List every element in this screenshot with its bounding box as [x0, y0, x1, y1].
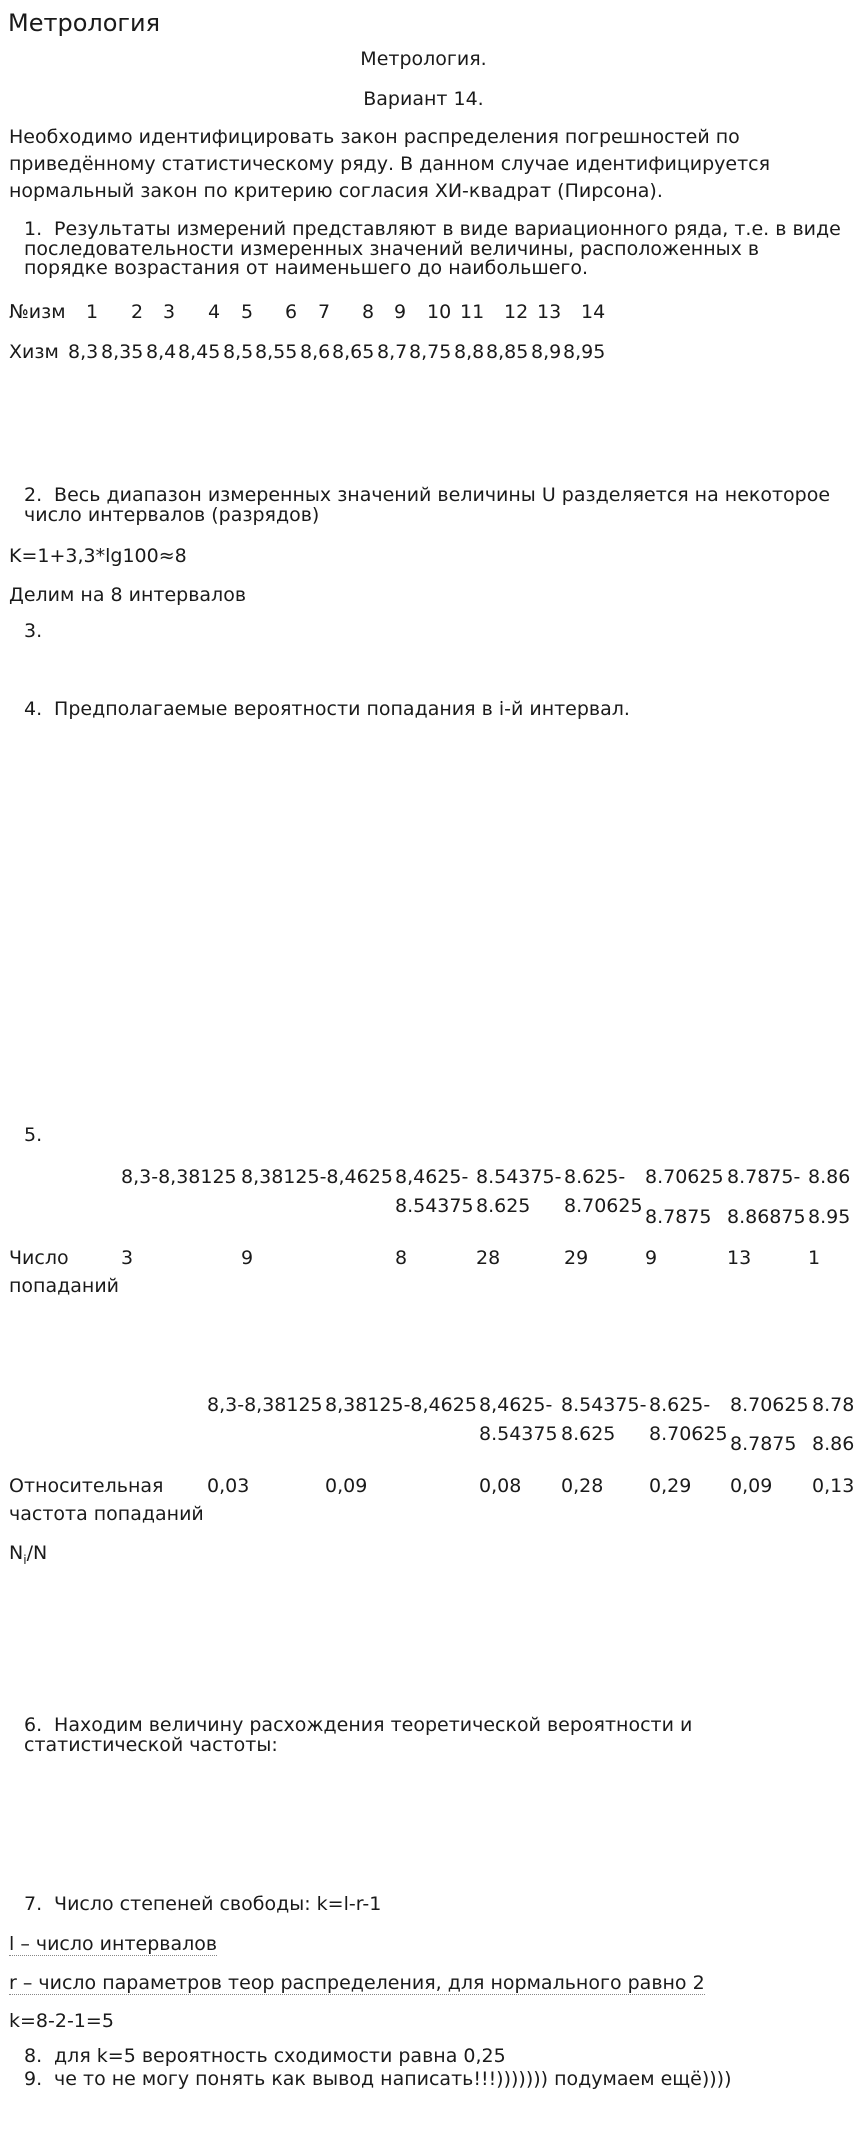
measurement-number-cell: 9: [394, 301, 407, 323]
center-variant: Вариант 14.: [363, 88, 484, 110]
frequency-row-label: частота попаданий: [9, 1503, 204, 1525]
measurement-number-cell: 5: [241, 301, 254, 323]
list-item-3-number: 3.: [24, 620, 43, 642]
doc-title: Метрология: [8, 9, 161, 37]
interval-header: 8,4625-: [479, 1394, 553, 1416]
interval-header: 8.95: [808, 1206, 851, 1228]
measurement-value-cell: 8,9: [531, 341, 562, 363]
measurement-number-cell: 10: [427, 301, 452, 323]
interval-header: 8,3-8,38125: [207, 1394, 323, 1416]
list-item-2-number: 2.: [24, 484, 43, 506]
list-item-1-number: 1.: [24, 218, 43, 240]
interval-header: 8,4625-: [395, 1166, 469, 1188]
hits-row-label: Число: [9, 1247, 69, 1269]
ni-n-symbol: N: [9, 1542, 24, 1564]
interval-header: 8.625-: [564, 1166, 626, 1188]
hits-cell: 29: [564, 1247, 589, 1269]
l-definition-text: l – число интервалов: [9, 1933, 218, 1955]
divide-text: Делим на 8 интервалов: [9, 584, 247, 606]
ni-subscript: i: [23, 1552, 27, 1567]
measurement-value-cell: 8,45: [178, 341, 221, 363]
measurement-number-cell: 3: [163, 301, 176, 323]
interval-header: 8.625: [476, 1195, 531, 1217]
center-title: Метрология.: [360, 48, 487, 70]
list-item-3: [24, 622, 844, 642]
interval-header: 8,38125-8,4625: [241, 1166, 393, 1188]
measurement-value-cell: 8,7: [377, 341, 408, 363]
frequency-cell: 0,08: [479, 1475, 522, 1497]
interval-header: 8.7875: [645, 1206, 712, 1228]
interval-header: 8.54375-: [476, 1166, 562, 1188]
list-item-7-text: Число степеней свободы: k=l-r-1: [54, 1893, 382, 1915]
measurement-number-cell: 7: [318, 301, 331, 323]
formula-k: K=1+3,3*lg100≈8: [9, 545, 187, 567]
interval-header: 8.625-: [649, 1394, 711, 1416]
list-item-1-text: Результаты измерений представляют в виде вариационного ряда, т.е. в виде последовательности измеренных значений величины, расположенных в порядке возрастания от наименьшего до наибольшего.: [24, 218, 841, 279]
measurement-value-cell: 8,55: [255, 341, 298, 363]
interval-header: 8.70625: [564, 1195, 643, 1217]
interval-header: 8.54375: [395, 1195, 474, 1217]
interval-header: 8.7875: [730, 1433, 797, 1455]
measurement-value-cell: 8,75: [409, 341, 452, 363]
list-item-1: [24, 220, 844, 279]
measurement-value-cell: 8,35: [101, 341, 144, 363]
list-item-6: [24, 1716, 724, 1755]
interval-header: 8.70625: [645, 1166, 724, 1188]
measurement-number-cell: 2: [131, 301, 144, 323]
interval-header: 8.54375-: [561, 1394, 647, 1416]
measurement-number-cell: 1: [86, 301, 99, 323]
measurement-value-cell: 8,95: [563, 341, 606, 363]
interval-header: 8.54375: [479, 1423, 558, 1445]
list-item-4: [24, 700, 844, 720]
measurement-number-cell: 12: [504, 301, 529, 323]
r-definition: [9, 1972, 705, 1995]
frequency-row-label: Относительная: [9, 1475, 164, 1497]
list-item-5: [24, 1126, 844, 1146]
frequency-cell: 0,09: [325, 1475, 368, 1497]
measurement-number-cell: 4: [208, 301, 221, 323]
measurement-value-cell: 8,8: [454, 341, 485, 363]
k-calculation: k=8-2-1=5: [9, 2010, 114, 2032]
hits-cell: 3: [121, 1247, 134, 1269]
hits-cell: 8: [395, 1247, 408, 1269]
list-item-9-number: 9.: [24, 2068, 43, 2090]
measurement-number-cell: 11: [460, 301, 485, 323]
measurement-number-cell: 13: [537, 301, 562, 323]
hits-cell: 1: [808, 1247, 821, 1269]
measurement-number-label: №изм: [9, 301, 66, 323]
list-item-2: [24, 486, 844, 525]
interval-header: 8.86: [808, 1166, 851, 1188]
list-item-8-text: для k=5 вероятность сходимости равна 0,25: [54, 2045, 506, 2067]
list-item-2-text: Весь диапазон измеренных значений величины U разделяется на некоторое число интервалов (разрядов): [24, 484, 831, 526]
list-item-8: [24, 2047, 844, 2067]
measurement-number-cell: 8: [362, 301, 375, 323]
measurement-value-cell: 8,65: [332, 341, 375, 363]
hits-cell: 9: [241, 1247, 254, 1269]
l-definition: [9, 1933, 217, 1956]
frequency-cell: 0,13: [812, 1475, 854, 1497]
interval-header: 8,3-8,38125: [121, 1166, 237, 1188]
measurement-number-cell: 6: [285, 301, 298, 323]
frequency-cell: 0,09: [730, 1475, 773, 1497]
list-item-9: [24, 2070, 844, 2090]
interval-header: 8.7875-: [727, 1166, 801, 1188]
frequency-cell: 0,28: [561, 1475, 604, 1497]
measurement-value-cell: 8,85: [486, 341, 529, 363]
list-item-7-number: 7.: [24, 1893, 43, 1915]
measurement-value-cell: 8,6: [300, 341, 331, 363]
list-item-4-text: Предполагаемые вероятности попадания в i-й интервал.: [54, 698, 630, 720]
list-item-8-number: 8.: [24, 2045, 43, 2067]
hits-cell: 28: [476, 1247, 501, 1269]
ni-over-n-rest: /N: [26, 1542, 48, 1564]
list-item-6-number: 6.: [24, 1714, 43, 1736]
list-item-7: [24, 1895, 844, 1915]
interval-header: 8.78: [812, 1394, 854, 1416]
interval-header: 8.625: [561, 1423, 616, 1445]
list-item-9-text: че то не могу понять как вывод написать!!!))))))) подумаем ещё)))): [54, 2068, 732, 2090]
interval-header: 8.70625: [730, 1394, 809, 1416]
measurement-number-cell: 14: [581, 301, 606, 323]
intro-paragraph: Необходимо идентифицировать закон распределения погрешностей по приведённому статистическому ряду. В данном случае идентифицируется нормальный закон по критерию согласия ХИ-квадрат (Пирсона).: [9, 126, 771, 202]
measurement-value-cell: 8,5: [223, 341, 254, 363]
list-item-4-number: 4.: [24, 698, 43, 720]
interval-header: 8.86: [812, 1433, 854, 1455]
hits-row-label: попаданий: [9, 1275, 120, 1297]
ni-over-n-label: [9, 1542, 47, 1572]
interval-header: 8.86875: [727, 1206, 806, 1228]
frequency-cell: 0,03: [207, 1475, 250, 1497]
hits-cell: 13: [727, 1247, 752, 1269]
list-item-5-number: 5.: [24, 1124, 43, 1146]
measurement-value-cell: 8,3: [68, 341, 99, 363]
r-definition-text: r – число параметров теор распределения, для нормального равно 2: [9, 1972, 705, 1994]
frequency-cell: 0,29: [649, 1475, 692, 1497]
hits-cell: 9: [645, 1247, 658, 1269]
measurement-value-cell: 8,4: [146, 341, 177, 363]
measurement-value-label: Хизм: [9, 341, 59, 363]
list-item-6-text: Находим величину расхождения теоретической вероятности и статистической частоты:: [24, 1714, 693, 1756]
interval-header: 8.70625: [649, 1423, 728, 1445]
interval-header: 8,38125-8,4625: [325, 1394, 477, 1416]
